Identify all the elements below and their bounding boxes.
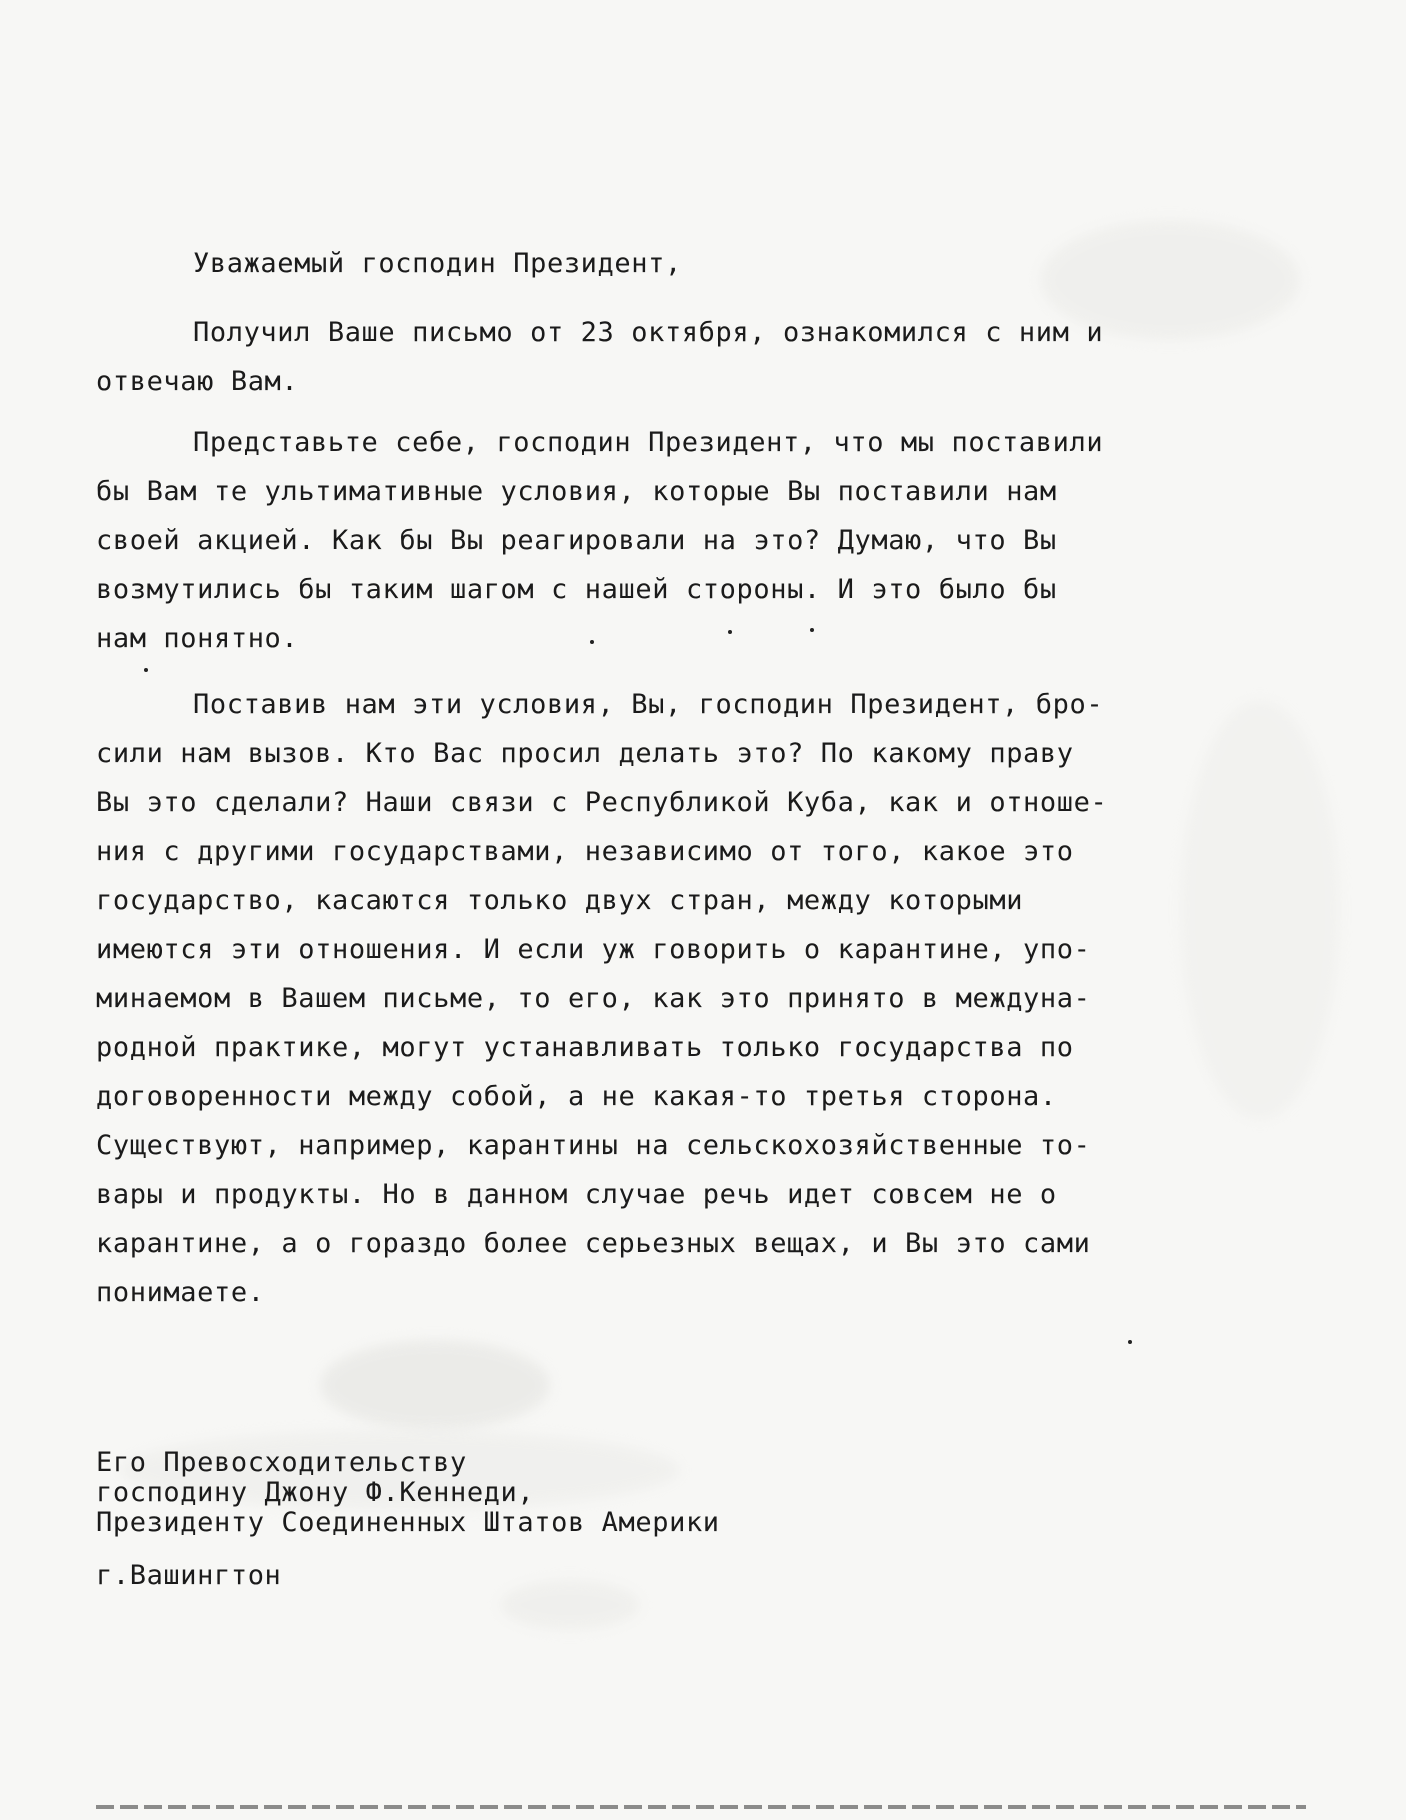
text-line: Существуют, например, карантины на сельскохозяйственные то- (96, 1130, 1091, 1161)
copy-smudge (500, 1580, 640, 1630)
address-line: Его Превосходительству (96, 1447, 467, 1478)
text-line: вары и продукты. Но в данном случае речь идет совсем не о (96, 1179, 1057, 1210)
ink-speck (728, 630, 732, 634)
recipient-city: г.Вашингтон (96, 1560, 282, 1591)
text-line: государство, касаются только двух стран, между которыми (96, 885, 1024, 916)
text-line: нам понятно. (96, 623, 299, 654)
text-line: ния с другими государствами, независимо от того, какое это (96, 836, 1074, 867)
text-line: бы Вам те ультимативные условия, которые Вы поставили нам (96, 476, 1057, 507)
paragraph-1 (96, 308, 1296, 406)
text-line: Получил Ваше письмо от 23 октября, ознакомился с ним и (193, 317, 1104, 348)
salutation: Уважаемый господин Президент, (193, 248, 682, 279)
text-line: своей акцией. Как бы Вы реагировали на это? Думаю, что Вы (96, 525, 1057, 556)
text-line: понимаете. (96, 1277, 265, 1308)
text-line: родной практике, могут устанавливать только государства по (96, 1032, 1074, 1063)
ink-speck (1128, 1340, 1132, 1344)
text-line: Представьте себе, господин Президент, что мы поставили (193, 427, 1104, 458)
text-line: Вы это сделали? Наши связи с Республикой Куба, как и отноше- (96, 787, 1108, 818)
text-line: минаемом в Вашем письме, то его, как это принято в междуна- (96, 983, 1091, 1014)
text-line: Поставив нам эти условия, Вы, господин Президент, бро- (193, 689, 1104, 720)
text-line: договоренности между собой, а не какая-то третья сторона. (96, 1081, 1057, 1112)
paragraph-2 (96, 418, 1296, 663)
text-line: возмутились бы таким шагом с нашей стороны. И это было бы (96, 574, 1057, 605)
address-line: господину Джону Ф.Кеннеди, (96, 1477, 535, 1508)
text-line: отвечаю Вам. (96, 366, 299, 397)
text-line: карантине, а о гораздо более серьезных вещах, и Вы это сами (96, 1228, 1091, 1259)
text-line: имеются эти отношения. И если уж говорить о карантине, упо- (96, 934, 1091, 965)
ink-speck (144, 668, 148, 672)
recipient-address (96, 1448, 720, 1538)
copy-smudge (320, 1340, 550, 1430)
bottom-dashed-rule (96, 1805, 1306, 1809)
address-line: Президенту Соединенных Штатов Америки (96, 1507, 720, 1538)
text-line: сили нам вызов. Кто Вас просил делать это? По какому праву (96, 738, 1074, 769)
ink-speck (810, 628, 814, 632)
ink-speck (590, 640, 594, 644)
paragraph-3 (96, 680, 1296, 1317)
